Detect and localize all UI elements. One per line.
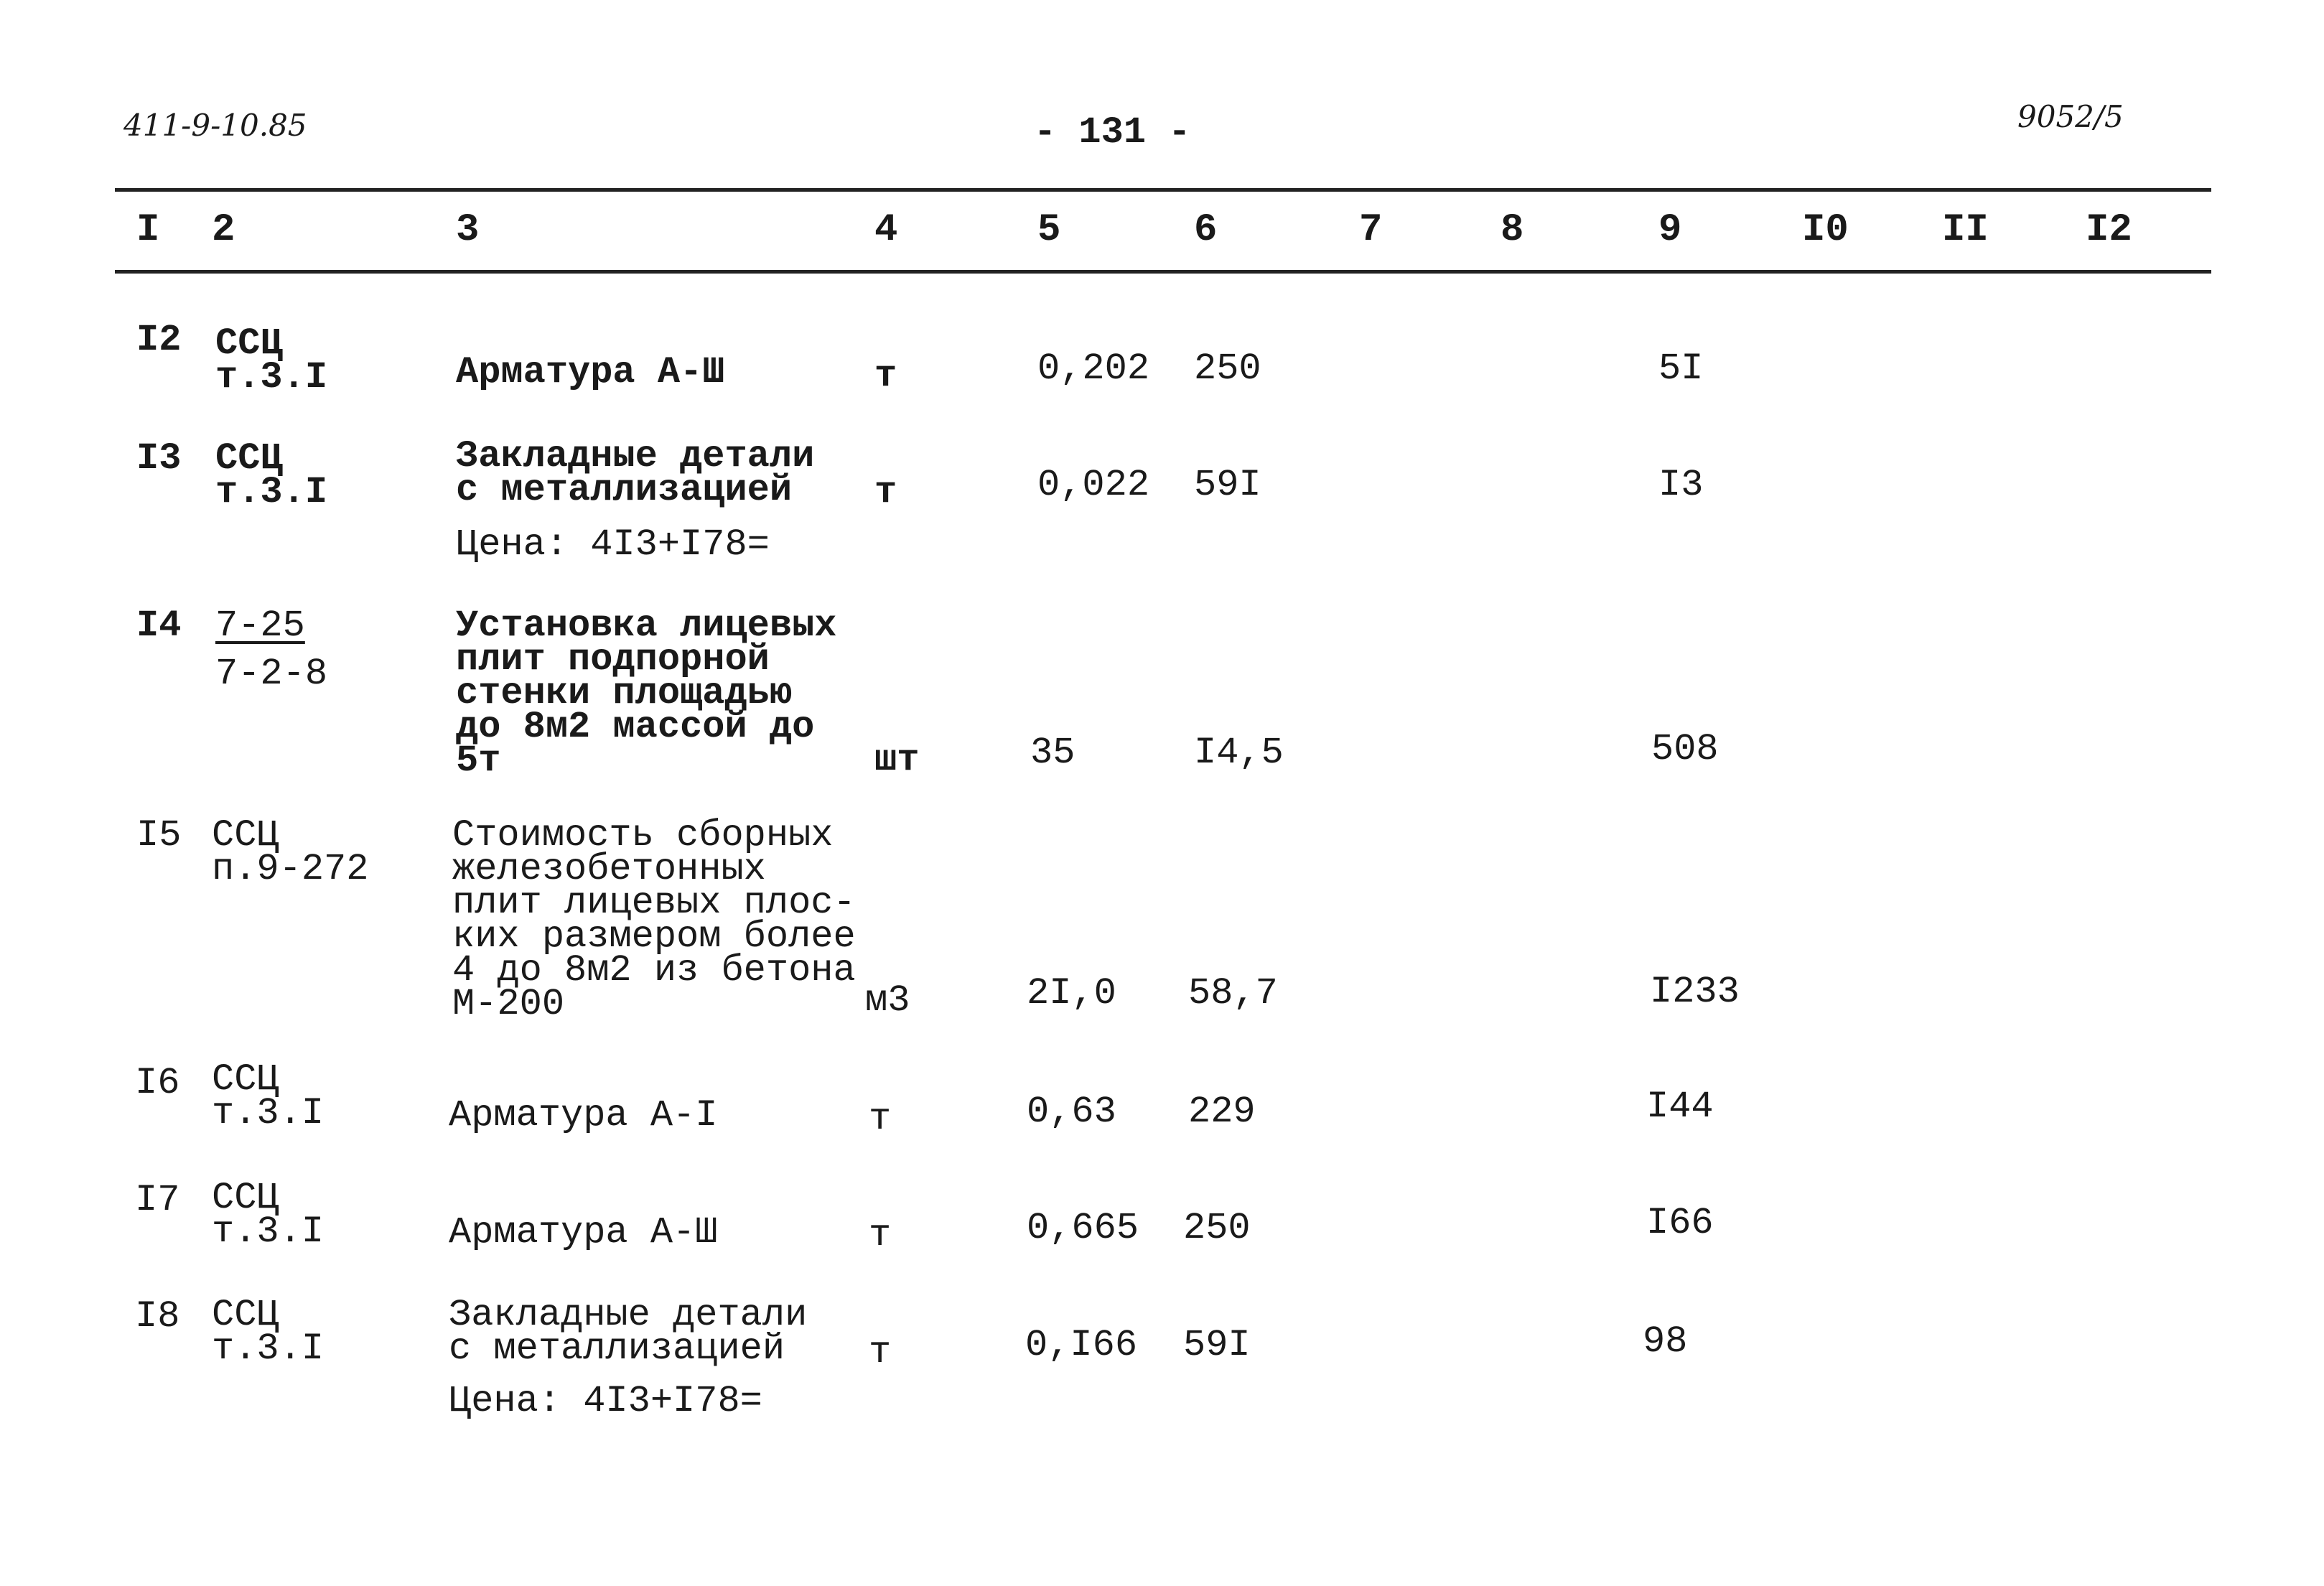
- sheet-reference: 9052/5: [2017, 99, 2124, 134]
- row-unit: т: [869, 1214, 892, 1256]
- row-description: Установка лицевых плит подпорной стенки площадью до 8м2 массой до 5т: [456, 605, 837, 782]
- row-number: I3: [136, 437, 182, 480]
- row-price-note: Цена: 4I3+I78=: [449, 1380, 762, 1422]
- column-header-2: 2: [212, 208, 235, 252]
- document-code: 411-9-10.85: [123, 108, 307, 143]
- row-code-denominator: 7-2-8: [215, 653, 328, 695]
- row-number: I8: [135, 1295, 180, 1338]
- row-number: I7: [135, 1179, 180, 1221]
- column-header-5: 5: [1037, 208, 1061, 252]
- row-number: I5: [136, 814, 182, 857]
- row-number: I6: [135, 1062, 180, 1104]
- row-code: ССЦ т.3.I: [212, 1177, 325, 1253]
- row-unit: м3: [865, 979, 910, 1022]
- column-header-12: I2: [2086, 208, 2132, 252]
- row-quantity: 0,665: [1027, 1207, 1139, 1249]
- row-description: Стоимость сборных железобетонных плит лицевых плос- ких размером более 4 до 8м2 из бетона М-200: [452, 814, 856, 1025]
- column-header-4: 4: [874, 208, 898, 252]
- row-unit: шт: [874, 739, 920, 781]
- row-quantity: 0,I66: [1025, 1324, 1138, 1366]
- row-price: I4,5: [1194, 732, 1284, 774]
- row-unit: т: [869, 1331, 892, 1373]
- row-price-note: Цена: 4I3+I78=: [456, 523, 770, 566]
- column-header-11: II: [1942, 208, 1989, 252]
- row-code: ССЦ т.3.I: [215, 437, 328, 513]
- column-header-8: 8: [1501, 208, 1524, 252]
- row-unit: т: [874, 471, 897, 513]
- row-unit: т: [869, 1098, 892, 1140]
- row-total: 98: [1643, 1320, 1688, 1363]
- page-number: - 131 -: [1034, 111, 1191, 154]
- row-number: I4: [136, 605, 182, 647]
- row-price: 59I: [1194, 464, 1261, 506]
- row-number: I2: [136, 319, 182, 361]
- row-total: 508: [1651, 728, 1719, 770]
- column-header-1: I: [136, 208, 160, 252]
- row-price: 58,7: [1188, 972, 1278, 1014]
- row-unit: т: [874, 355, 897, 397]
- row-price: 229: [1188, 1091, 1256, 1133]
- row-code: ССЦ п.9-272: [212, 814, 369, 890]
- row-description: Арматура А-Ш: [456, 351, 725, 393]
- row-quantity: 0,022: [1037, 464, 1150, 506]
- row-price: 250: [1194, 347, 1261, 390]
- row-description: Закладные детали с металлизацией: [449, 1294, 808, 1370]
- row-price: 250: [1183, 1207, 1251, 1249]
- row-description: Арматура А-I: [449, 1094, 718, 1137]
- column-header-6: 6: [1194, 208, 1218, 252]
- row-total: 5I: [1658, 347, 1704, 390]
- row-code: ССЦ т.3.I: [212, 1294, 325, 1370]
- row-total: I66: [1646, 1202, 1714, 1244]
- column-header-10: I0: [1802, 208, 1849, 252]
- table-header-rule: [115, 270, 2211, 274]
- column-header-3: 3: [456, 208, 480, 252]
- column-header-9: 9: [1658, 208, 1682, 252]
- row-description: Закладные детали с металлизацией: [456, 435, 815, 511]
- column-header-7: 7: [1359, 208, 1383, 252]
- row-quantity: 2I,0: [1027, 972, 1116, 1014]
- row-code: ССЦ т.3.I: [212, 1058, 325, 1134]
- row-quantity: 35: [1030, 732, 1075, 774]
- row-price: 59I: [1183, 1324, 1251, 1366]
- row-total: I233: [1650, 971, 1740, 1013]
- row-total: I3: [1658, 464, 1704, 506]
- row-quantity: 0,63: [1027, 1091, 1116, 1133]
- row-code-numerator: 7-25: [215, 605, 305, 647]
- table-top-rule: [115, 188, 2211, 192]
- row-quantity: 0,202: [1037, 347, 1150, 390]
- row-description: Арматура А-Ш: [449, 1211, 718, 1254]
- row-total: I44: [1646, 1086, 1714, 1128]
- row-code: ССЦ т.3.I: [215, 322, 328, 398]
